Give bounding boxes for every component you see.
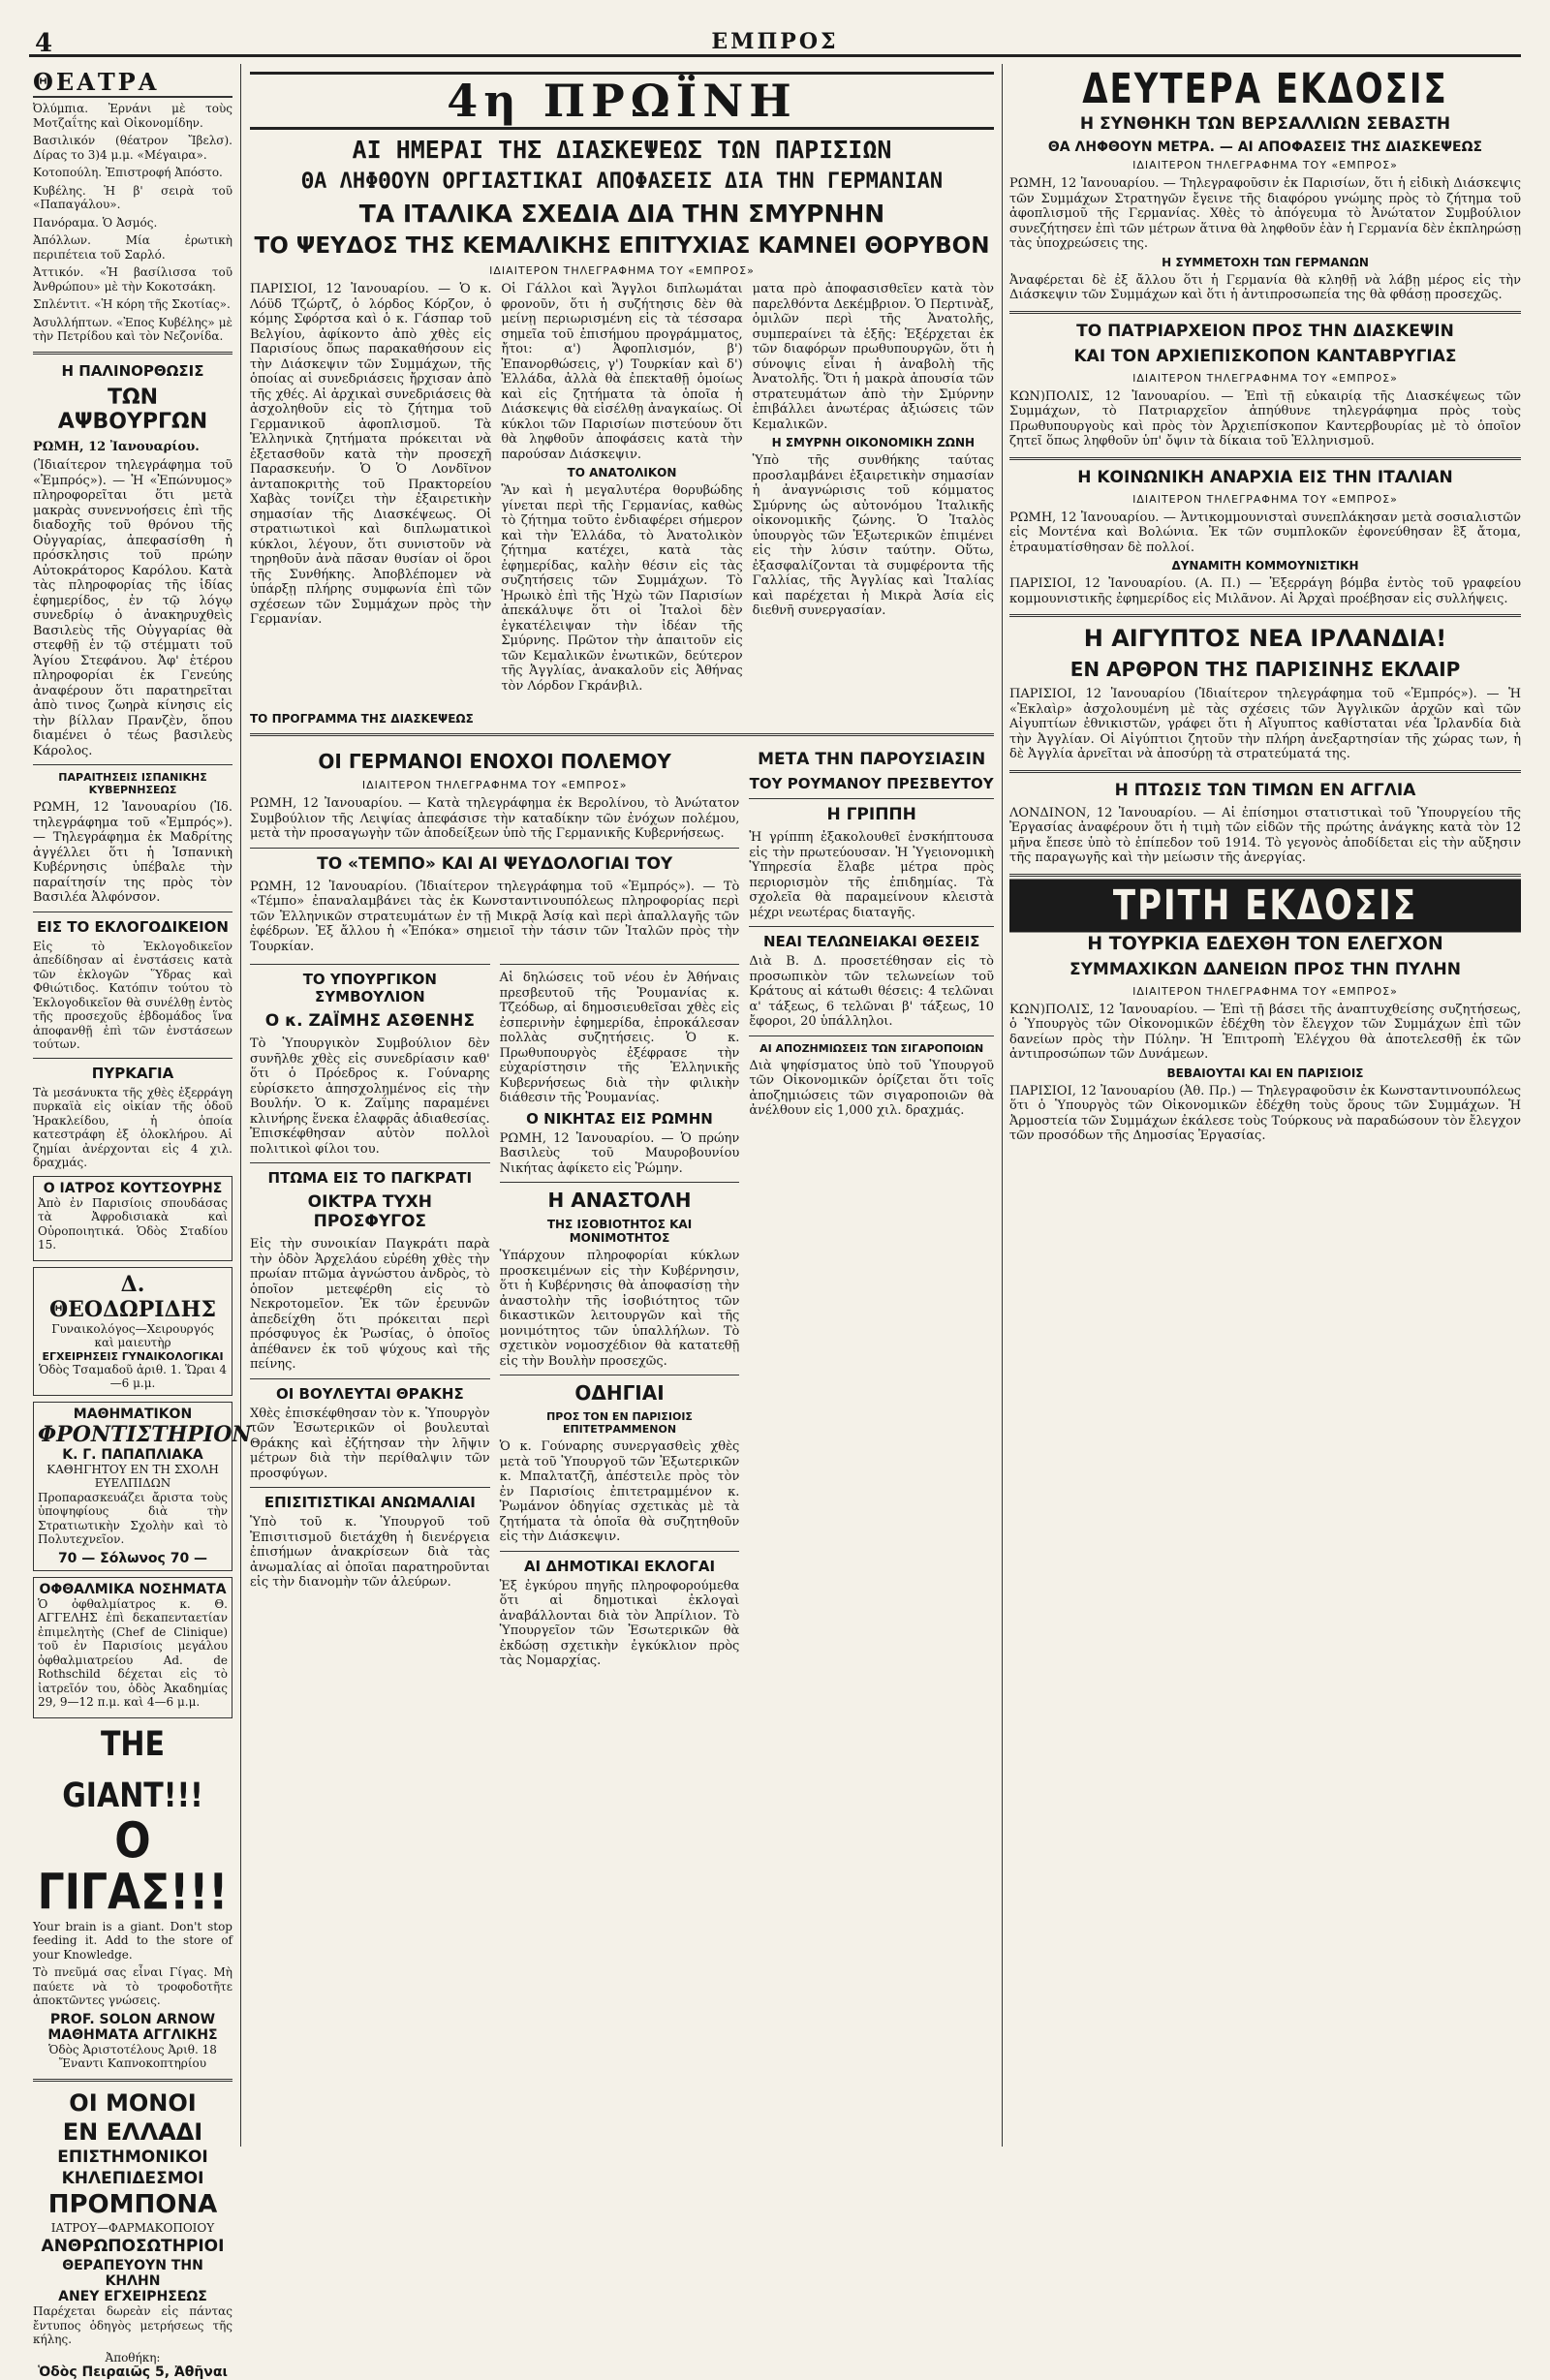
- ad-line: ΜΑΘΗΜΑΤΙΚΟΝ: [38, 1406, 228, 1422]
- article-body: ΚΩΝ)ΠΟΛΙΣ, 12 Ἰανουαρίου. — Ἐπὶ τῇ εὐκαιρίᾳ τῆς Διασκέψεως τῶν Συμμάχων, τὸ Πατριαρχεῖον ἀπηύθυνε τηλεγράφημα πρὸς τοὺς Πρωθυπουργοὺς καὶ πρὸς τὸν Ἀρχιεπίσκοπον Καντερβουρίας μὲ τὸ ὁποῖον ζητεῖ ὅπως ληφθοῦν ὑπ' ὄψιν τὰ δίκαια τοῦ Ἑλληνισμοῦ.: [1009, 389, 1521, 449]
- divider: [1009, 311, 1521, 314]
- text-column: [250, 282, 491, 708]
- header-rule: [29, 54, 1521, 57]
- ad-title: Ο ΙΑΤΡΟΣ ΚΟΥΤΣΟΥΡΗΣ: [38, 1181, 228, 1196]
- divider: [1009, 770, 1521, 773]
- article-body: Διὰ ψηφίσματος ὑπὸ τοῦ Ὑπουργοῦ τῶν Οἰκονομικῶν ὁρίζεται ὅτι τοῖς ἀποζημιώσεις τῶν σιγαροποιῶν θὰ ἀνέλθουν εἰς 1,000 χιλ. δραχμάς.: [749, 1059, 994, 1119]
- edition-title: ΔΕΥΤΕΡΑ ΕΚΔΟΣΙΣ: [1009, 65, 1521, 113]
- text-column: [500, 958, 740, 1673]
- ad-line: Ἀποθήκη:: [33, 2351, 232, 2365]
- theatre-item: Σπλέντιτ. «Ἡ κόρη τῆς Σκοτίας».: [33, 297, 232, 312]
- article-heading: ΕΠΙΣΙΤΙΣΤΙΚΑΙ ΑΝΩΜΑΛΙΑΙ: [250, 1494, 490, 1511]
- lower-left-block: [250, 744, 739, 1673]
- article-body: ΡΩΜΗ, 12 Ἰανουαρίου. — Κατὰ τηλεγράφημα ἐκ Βερολίνου, τὸ Ἀνώτατον Συμβούλιον τῆς Λειψίας ἀπεφάσισε τὴν καταδίκην τῶν ἐνόχων πολέμου, μετὰ τὴν προσαγωγὴν τῶν ἀποδείξεων ὑπὸ τῆς Γερμανικῆς Κυβερνήσεως.: [250, 796, 739, 842]
- divider: [250, 848, 739, 849]
- article-body: Ὑπὸ τοῦ κ. Ὑπουργοῦ τοῦ Ἐπισιτισμοῦ διετάχθη ἡ διενέργεια ἐπισήμων ἀνακρίσεων διὰ τὰς ἀνωμαλίας αἱ ὁποῖαι παρατηροῦνται εἰς τὴν διανομὴν τῶν ἀλεύρων.: [250, 1515, 490, 1591]
- article-body: ΠΑΡΙΣΙΟΙ, 12 Ἰανουαρίου. (Α. Π.) — Ἐξερράγη βόμβα ἐντὸς τοῦ γραφείου κομμουνιστικῆς ἐφημερίδος εἰς Μιλᾶνον. Αἱ Ἀρχαὶ προέβησαν εἰς συλλήψεις.: [1009, 576, 1521, 606]
- article-body: Ἡ γρίππη ἐξακολουθεῖ ἐνσκήπτουσα εἰς τὴν πρωτεύουσαν. Ἡ Ὑγειονομικὴ Ὑπηρεσία ἔλαβε μέτρα πρὸς περιορισμὸν τῆς ἐπιδημίας. Τὰ σχολεῖα θὰ παραμείνουν κλειστὰ μέχρι νεωτέρας διαταγῆς.: [749, 830, 994, 920]
- article-heading: ΠΑΡΑΙΤΗΣΕΙΣ ΙΣΠΑΝΙΚΗΣ ΚΥΒΕΡΝΗΣΕΩΣ: [33, 771, 232, 796]
- article-subheading: ΠΡΟΣ ΤΟΝ ΕΝ ΠΑΡΙΣΙΟΙΣ ΕΠΙΤΕΤΡΑΜΜΕΝΟΝ: [500, 1410, 740, 1436]
- text-column: [250, 958, 490, 1673]
- article-subheading: ΣΥΜΜΑΧΙΚΩΝ ΔΑΝΕΙΩΝ ΠΡΟΣ ΤΗΝ ΠΥΛΗΝ: [1009, 960, 1521, 979]
- article-body: Οἱ Γάλλοι καὶ Ἄγγλοι διπλωμάται φρονοῦν, ὅτι ἡ συζήτησις δὲν θὰ μείνῃ περιωρισμένη εἰς τὰ τέσσαρα σημεῖα τοῦ ἐπισήμου προγράμματος, ἤτοι: α') Ἀφοπλισμόν, β') Ἐπανορθώσεις, γ') Τουρκίαν καὶ δ') Ἑλλάδα, ἀλλὰ θὰ ἐπεκταθῇ ὁμοίως καὶ εἰς ζητήματα τὰ ὁποῖα ἡ Διάσκεψις θὰ εἰσέλθῃ ἀναγκαίως. Οἱ κύκλοι τῶν Παρισίων πιστεύουν ὅτι θὰ ληφθοῦν ἀποφάσεις κατὰ τὴν παρούσαν Διάσκεψιν.: [501, 282, 742, 462]
- column-rule: [240, 64, 241, 2147]
- article-subheading: ΤΩΝ ΑΨΒΟΥΡΓΩΝ: [33, 386, 232, 434]
- article-body: Ἂν καὶ ἡ μεγαλυτέρα θορυβώδης γίνεται περὶ τῆς Γερμανίας, καθὼς τὸ ζήτημα τοῦτο ἐνδιαφέρει σήμερον καὶ τὴν Ἑλλάδα, τὸ Ἀνατολικὸν ζήτημα κατέχει, κατὰ τὰς ἐφημερίδας, καλὴν θέσιν εἰς τὰς συζητήσεις τῶν Συμμάχων. Τὸ Ἠρωικὸ ἐπὶ τῆς Ἠχὼ τῶν Παρισίων ἀπεκάλυψε ὅτι οἱ Ἰταλοὶ δὲν ἐγκατέλειψαν τὴν ἰδέαν τῆς Σμύρνης. Πρῶτον τὴν ἀπαιτοῦν εἰς τῶν Κεμαλικῶν ἐνωτικῶν, δεύτερον τῆς Ἀγγλίας, ἀνακαλοῦν εἰς Ἀθήνας τὸν Λόρδον Γκράνβιλ.: [501, 483, 742, 694]
- advertisement: [33, 1402, 232, 1571]
- advertisement: [33, 2089, 232, 2380]
- divider: [33, 352, 232, 355]
- article-body: ΛΟΝΔΙΝΟΝ, 12 Ἰανουαρίου. — Αἱ ἐπίσημοι στατιστικαὶ τοῦ Ὑπουργείου τῆς Ἐργασίας ἀναφέρουν ὅτι ἡ τιμὴ τῶν εἰδῶν τῆς πρώτης ἀνάγκης κατὰ τὸν 12 μῆνα ἔπεσε ὑπὸ τὸ ἐπίπεδον τοῦ 1914. Τὸ γεγονὸς ἀποδίδεται εἰς τὴν αὔξησιν τῆς παραγωγῆς καὶ τὴν μείωσιν τῆς ἀνεργίας.: [1009, 806, 1521, 866]
- article-heading: ΤΟ «ΤΕΜΠΟ» ΚΑΙ ΑΙ ΨΕΥΔΟΛΟΓΙΑΙ ΤΟΥ: [250, 854, 739, 874]
- theatre-item: Κυβέλης. Ἡ β' σειρὰ τοῦ «Παπαγάλου».: [33, 184, 232, 212]
- main-headline: ΑΙ ΗΜΕΡΑΙ ΤΗΣ ΔΙΑΣΚΕΨΕΩΣ ΤΩΝ ΠΑΡΙΣΙΩΝ: [250, 136, 994, 164]
- theatre-item: Ἀσυλλήπτων. «Ἐπος Κυβέλης» μὲ τὴν Πετρίδου καὶ τὸν Νεζονίδα.: [33, 316, 232, 344]
- article-body: ΡΩΜΗ, 12 Ἰανουαρίου (Ἰδ. τηλεγράφημα τοῦ «Ἐμπρός»). — Τηλεγράφημα ἐκ Μαδρίτης ἀγγέλλει ὅτι ἡ Ἰσπανικὴ Κυβέρνησις ὑπέβαλε τὴν παραίτησίν της πρὸς τὸν Βασιλέα Ἀλφόνσον.: [33, 800, 232, 906]
- article-body: Αἱ δηλώσεις τοῦ νέου ἐν Ἀθήναις πρεσβευτοῦ τῆς Ῥουμανίας κ. Τζεόδωρ, αἱ δημοσιευθεῖσαι χθὲς εἰς ἐσπερινὴν ἐφημερίδα, ἐπροκάλεσαν πολλὰς συζητήσεις. Ὁ κ. Πρωθυπουργὸς ἐξέφρασε τὴν εὐχαρίστησιν τῆς Ἑλληνικῆς Κυβερνήσεως διὰ τὴν φιλικὴν διάθεσιν τῆς Ῥουμανίας.: [500, 971, 740, 1106]
- article-heading: Η ΣΥΜΜΕΤΟΧΗ ΤΩΝ ΓΕΡΜΑΝΩΝ: [1009, 256, 1521, 269]
- caption: ΙΔΙΑΙΤΕΡΟΝ ΤΗΛΕΓΡΑΦΗΜΑ ΤΟΥ «ΕΜΠΡΟΣ»: [1009, 493, 1521, 506]
- article-body: Εἰς τὴν συνοικίαν Παγκράτι παρὰ τὴν ὁδὸν Ἀρχελάου εὑρέθη χθὲς τὴν πρωίαν πτῶμα ἀγνώστου ἀνδρὸς, τὸ ὁποῖον μετεφέρθη εἰς τὸ Νεκροτομεῖον. Ἐκ τῶν ἐρευνῶν ἀπεδείχθη ὅτι πρόκειται περὶ πρόσφυγος ἐκ Ῥωσίας, ὁ ὁποῖος ἀπέθανεν ἐκ τοῦ ψύχους καὶ τῆς πείνης.: [250, 1237, 490, 1373]
- ad-line: Γυναικολόγος—Χειρουργός: [38, 1322, 228, 1337]
- divider: [1009, 614, 1521, 617]
- main-headline: ΤΟ ΨΕΥΔΟΣ ΤΗΣ ΚΕΜΑΛΙΚΗΣ ΕΠΙΤΥΧΙΑΣ ΚΑΜΝΕΙ ΘΟΡΥΒΟΝ: [250, 233, 994, 259]
- right-column: [1009, 68, 1521, 2150]
- ad-text: Ὁ ὀφθαλμίατρος κ. Θ. ΑΓΓΕΛΗΣ ἐπὶ δεκαπενταετίαν ἐπιμελητὴς (Chef de Clinique) τοῦ ἐν Παρισίοις μεγάλου ὀφθαλμιατρείου Ad. de Rothschild δέχεται εἰς τὸ ἰατρεῖόν του, ὁδὸς Ἀκαδημίας 29, 9—12 π.μ. καὶ 4—6 μ.μ.: [38, 1597, 228, 1710]
- ad-title: ΟΦΘΑΛΜΙΚΑ ΝΟΣΗΜΑΤΑ: [38, 1582, 228, 1597]
- divider: [250, 1378, 490, 1379]
- ad-line: Ὁδὸς Τσαμαδοῦ ἀριθ. 1. Ὥραι 4—6 μ.μ.: [38, 1363, 228, 1391]
- article-subheading: Ο κ. ΖΑΪΜΗΣ ΑΣΘΕΝΗΣ: [250, 1011, 490, 1031]
- divider: [33, 2079, 232, 2082]
- main-headline: ΘΑ ΛΗΦΘΟΥΝ ΟΡΓΙΑΣΤΙΚΑΙ ΑΠΟΦΑΣΕΙΣ ΔΙΑ ΤΗΝ ΓΕΡΜΑΝΙΑΝ: [250, 170, 994, 194]
- ad-line: ΕΠΙΣΤΗΜΟΝΙΚΟΙ: [33, 2148, 232, 2167]
- article-subheading: ΟΙΚΤΡΑ ΤΥΧΗ ΠΡΟΣΦΥΓΟΣ: [250, 1192, 490, 1231]
- lower-right-block: [749, 744, 994, 1673]
- caption: ΙΔΙΑΙΤΕΡΟΝ ΤΗΛΕΓΡΑΦΗΜΑ ΤΟΥ «ΕΜΠΡΟΣ»: [250, 779, 739, 791]
- ad-line: PROF. SOLON ARNOW: [33, 2012, 232, 2027]
- divider: [500, 1182, 740, 1183]
- ad-line: ΦΡΟΝΤΙΣΤΗΡΙΟΝ: [38, 1422, 228, 1447]
- caption: ΙΔΙΑΙΤΕΡΟΝ ΤΗΛΕΓΡΑΦΗΜΑ ΤΟΥ «ΕΜΠΡΟΣ»: [1009, 372, 1521, 385]
- article-body: Χθὲς ἐπισκέφθησαν τὸν κ. Ὑπουργὸν τῶν Ἐσωτερικῶν οἱ βουλευταὶ Θράκης καὶ ἐζήτησαν τὴν λῆψιν μέτρων διὰ τὴν περίθαλψιν τῶν προσφύγων.: [250, 1406, 490, 1482]
- article-body: ΚΩΝ)ΠΟΛΙΣ, 12 Ἰανουαρίου. — Ἐπὶ τῇ βάσει τῆς ἀναπτυχθείσης συζητήσεως, ὁ Ὑπουργὸς τῶν Οἰκονομικῶν ἐδέχθη τὸν ἔλεγχον τῶν Συμμάχων ἐπὶ τῶν δανείων πρὸς τὴν Πύλην. Ἡ Ἐπιτροπὴ Ἐλέγχου θὰ ἀποτελεσθῇ ἐκ τῶν ἀντιπροσώπων τῶν Δυνάμεων.: [1009, 1003, 1521, 1063]
- dateline: ΡΩΜΗ, 12 Ἰανουαρίου.: [33, 440, 232, 455]
- divider: [33, 1058, 232, 1059]
- ad-line: ΑΝΘΡΩΠΟΣΩΤΗΡΙΟΙ: [33, 2237, 232, 2256]
- article-heading: ΑΙ ΔΗΜΟΤΙΚΑΙ ΕΚΛΟΓΑΙ: [500, 1558, 740, 1575]
- theatre-item: Πανόραμα. Ὁ Ἀσμός.: [33, 216, 232, 231]
- theatre-item: Ὀλύμπια. Ἐρνάνι μὲ τοὺς Μοτζαΐτης καὶ Οἰκονομίδην.: [33, 102, 232, 130]
- text-column: [753, 282, 994, 708]
- ad-line: 70 — Σόλωνος 70 —: [38, 1551, 228, 1566]
- divider: [1009, 874, 1521, 877]
- two-column-block: [250, 958, 739, 1673]
- ad-line: Κ. Γ. ΠΑΠΑΠΛΙΑΚΑ: [38, 1447, 228, 1463]
- ad-line: ΕΓΧΕΙΡΗΣΕΙΣ ΓΥΝΑΙΚΟΛΟΓΙΚΑΙ: [38, 1350, 228, 1363]
- divider: [749, 1035, 994, 1036]
- article-heading: ΤΟ ΥΠΟΥΡΓΙΚΟΝ ΣΥΜΒΟΥΛΙΟΝ: [250, 971, 490, 1005]
- advertisement: [33, 1577, 232, 1718]
- masthead: ΕΜΠΡΟΣ: [0, 29, 1550, 54]
- article-heading: ΜΕΤΑ ΤΗΝ ΠΑΡΟΥΣΙΑΣΙΝ: [749, 750, 994, 769]
- article-body: ΡΩΜΗ, 12 Ἰανουαρίου. — Ἀντικομμουνισταὶ συνεπλάκησαν μετὰ σοσιαλιστῶν εἰς Μοντένα καὶ Βολώνια. Ἐκ τῶν συμπλοκῶν ἐφονεύθησαν ἓξ ἄτομα, ἐτραυματίσθησαν δὲ πολλοί.: [1009, 510, 1521, 556]
- article-heading: ΤΟ ΠΑΤΡΙΑΡΧΕΙΟΝ ΠΡΟΣ ΤΗΝ ΔΙΑΣΚΕΨΙΝ: [1009, 322, 1521, 341]
- ad-line: καὶ μαιευτὴρ: [38, 1336, 228, 1350]
- article-heading: ΟΙ ΒΟΥΛΕΥΤΑΙ ΘΡΑΚΗΣ: [250, 1385, 490, 1403]
- ad-line: Ἔναντι Καπνοκοπτηρίου: [33, 2056, 232, 2071]
- ad-headline: THE GIANT!!!: [33, 1719, 232, 1822]
- divider: [250, 1162, 490, 1163]
- divider: [749, 798, 994, 799]
- divider: [250, 964, 490, 965]
- article-body: Ὁ κ. Γούναρης συνεργασθεὶς χθὲς μετὰ τοῦ Ὑπουργοῦ τῶν Ἐξωτερικῶν κ. Μπαλτατζῆ, ἀπέστειλε πρὸς τὸν ἐν Παρισίοις ἐπιτετραμμένον κ. Ῥωμάνον ὁδηγίας σχετικὰς μὲ τὰ ζητήματα τὰ ὁποῖα θὰ συζητηθοῦν εἰς τὴν Διάσκεψιν.: [500, 1439, 740, 1545]
- ad-line: ΟΙ ΜΟΝΟΙ: [33, 2089, 232, 2117]
- article-heading: ΝΕΑΙ ΤΕΛΩΝΕΙΑΚΑΙ ΘΕΣΕΙΣ: [749, 933, 994, 950]
- theatre-item: Ἀπόλλων. Μία ἐρωτικὴ περιπέτεια τοῦ Σαρλό.: [33, 233, 232, 262]
- theatre-item: Βασιλικόν (θέατρον Ἴβελσ). Δίρας το 3)4 μ.μ. «Μέγαιρα».: [33, 134, 232, 162]
- divider: [749, 926, 994, 927]
- page-number: 4: [35, 29, 52, 58]
- caption: ΙΔΙΑΙΤΕΡΟΝ ΤΗΛΕΓΡΑΦΗΜΑ ΤΟΥ «ΕΜΠΡΟΣ»: [1009, 159, 1521, 171]
- ad-text: Τὸ πνεῦμά σας εἶναι Γίγας. Μὴ παύετε νὰ τὸ τροφοδοτῆτε ἀποκτῶντες γνώσεις.: [33, 1965, 232, 2008]
- ad-line: ΙΑΤΡΟΥ—ΦΑΡΜΑΚΟΠΟΙΟΥ: [33, 2221, 232, 2236]
- ad-line: ΚΗΛΕΠΙΔΕΣΜΟΙ: [33, 2169, 232, 2188]
- column-rule: [1002, 64, 1003, 2147]
- divider: [1009, 457, 1521, 460]
- ad-line: ΘΕΡΑΠΕΥΟΥΝ ΤΗΝ ΚΗΛΗΝ: [33, 2258, 232, 2289]
- article-heading: ΒΕΒΑΙΟΥΤΑΙ ΚΑΙ ΕΝ ΠΑΡΙΣΙΟΙΣ: [1009, 1066, 1521, 1080]
- ad-title: Δ. ΘΕΟΔΩΡΙΔΗΣ: [38, 1272, 228, 1322]
- ad-text: Your brain is a giant. Don't stop feeding it. Add to the store of your Knowledge.: [33, 1920, 232, 1963]
- article-body: Εἰς τὸ Ἐκλογοδικεῖον ἀπεδίδησαν αἱ ἐνστάσεις κατὰ τῶν ἐκλογῶν Ὕδρας καὶ Φθιώτιδος. Κατόπιν τούτου τὸ Ἐκλογοδικεῖον θὰ συνέλθῃ ἐντὸς τῆς προσεχοῦς ἑβδομάδος ἵνα ἀποφανθῇ ἐπὶ τῶν ἐνστάσεων τούτων.: [33, 940, 232, 1052]
- article-body: (Ἰδιαίτερον τηλεγράφημα τοῦ «Ἐμπρός»). — Ἡ «Ἐπώνυμος» πληροφορεῖται ὅτι μετὰ μακρὰς συνεννοήσεις ἐπὶ τῆς διαδοχῆς τοῦ θρόνου τῆς Οὐγγαρίας, ἀπεφασίσθη ἡ πρόσκλησις τοῦ πρώην Αὐτοκράτορος Καρόλου. Κατὰ τὰς πληροφορίας τῆς ἰδίας ἐφημερίδος, ἐν τῷ λόγῳ συνεδρίῳ ὁ ἀνακηρυχθεὶς Βασιλεὺς τῆς Οὐγγαρίας θὰ στεφθῇ ἐν τῷ στέμματι τοῦ Ἁγίου Στεφάνου. Ἀφ' ἑτέρου πληροφορίαι ἐκ Γενεύης ἀναφέρουν ὅτι παρατηρεῖται ἀπὸ τινος ζωηρὰ κίνησις εἰς τὴν βίλλαν Πρανζὲν, ὅπου διαμένει ὁ τέως βασιλεὺς Κάρολος.: [33, 458, 232, 758]
- ad-text: Ἀπὸ ἐν Παρισίοις σπουδάσας τὰ Ἀφροδισιακὰ καὶ Οὐροποιητικά. Ὁδὸς Σταδίου 15.: [38, 1196, 228, 1252]
- edition-title: 4η ΠΡΩΪΝΗ: [250, 72, 994, 130]
- article-heading: Η ΣΜΥΡΝΗ ΟΙΚΟΝΟΜΙΚΗ ΖΩΝΗ: [753, 436, 994, 449]
- article-body: ΠΑΡΙΣΙΟΙ, 12 Ἰανουαρίου. — Ὁ κ. Λόϋδ Τζώρτζ, ὁ λόρδος Κόρζον, ὁ κόμης Σφόρτσα καὶ ὁ κ. Γάσπαρ τοῦ Βελγίου, ἀφίκοντο ἀπὸ χθὲς εἰς Παρισίους ὅπως παρακαθήσουν εἰς τὴν Διάσκεψιν τῶν Συμμάχων, τῆς ὁποίας αἱ συνεδριάσεις ἤρχισαν ἀπὸ τῆς χθές. Αἱ ἀρχικαὶ συνεδριάσεις θὰ ἀσχοληθοῦν εἰς τὸ ζήτημα τοῦ Γερμανικοῦ ἀφοπλισμοῦ. Τὰ Ἑλληνικὰ ζητήματα πρόκειται νὰ ἐξετασθοῦν κατὰ τὴν προσεχῆ Παρασκευήν. Ὁ Ὁ Λονδῖνον ἀνταποκριτὴς τοῦ Πρακτορείου Χαβὰς τονίζει τὴν ἐξαιρετικὴν σημασίαν τῆς Διασκέψεως. Οἱ στρατιωτικοὶ καὶ διπλωματικοὶ κύκλοι, λέγουν, ὅτι συνιστοῦν νὰ τηρηθοῦν ἀνὰ πᾶσαν θυσίαν οἱ ὅροι τῆς Συνθήκης. Ἀποβλέπομεν νὰ ὑπάρξῃ πλήρης συμφωνία ἐπὶ τῶν σχέσεων τῶν Συμμάχων πρὸς τὴν Γερμανίαν.: [250, 282, 491, 628]
- theatre-heading: ΘΕΑΤΡΑ: [33, 68, 232, 98]
- article-heading: ΕΙΣ ΤΟ ΕΚΛΟΓΟΔΙΚΕΙΟΝ: [33, 918, 232, 936]
- article-heading: Η ΑΝΑΣΤΟΛΗ: [500, 1189, 740, 1212]
- article-body: ΡΩΜΗ, 12 Ἰανουαρίου. (Ἰδιαίτερον τηλεγράφημα τοῦ «Ἐμπρός»). — Τὸ «Τέμπο» ἐπαναλαμβάνει τὰς ἐκ Κωνσταντινουπόλεως πληροφορίας περὶ τῶν Ἑλληνικῶν στρατευμάτων ἐν τῇ Μικρᾷ Ἀσίᾳ καὶ περὶ ἀπαλλαγῆς τῶν ἐφέδρων. Ἐξ ἄλλου ἡ «Ἐπόκα» σημειοῖ τὴν τάσιν τῶν Ἰταλῶν πρὸς τὴν Τουρκίαν.: [250, 880, 739, 955]
- ad-line: ΠΡΟΜΠΟΝΑ: [33, 2190, 232, 2219]
- article-body: Ἐξ ἐγκύρου πηγῆς πληροφορούμεθα ὅτι αἱ δημοτικαὶ ἐκλογαὶ ἀναβάλλονται διὰ τὸν Ἀπρίλιον. Τὸ Ὑπουργεῖον τῶν Ἐσωτερικῶν θὰ ἐκδώσῃ σχετικὴν ἐγκύκλιον πρὸς τὰς Νομαρχίας.: [500, 1579, 740, 1669]
- article-body: ΠΑΡΙΣΙΟΙ, 12 Ἰανουαρίου (Ἀθ. Πρ.) — Τηλεγραφοῦσιν ἐκ Κωνσταντινουπόλεως ὅτι ὁ Ὑπουργὸς τῶν Οἰκονομικῶν ἐδέχθη τοὺς ὅρους τῶν Συμμάχων. Ἡ Ἀρμοστεία τῶν Συμμάχων ἐκάλεσε τοὺς Τούρκους νὰ παραδώσουν τὸν ἔλεγχον τῶν προσόδων τῆς Δημοσίας Ἐργασίας.: [1009, 1084, 1521, 1144]
- divider: [33, 764, 232, 765]
- advertisement: [33, 2012, 232, 2071]
- ad-headline: Ο ΓΙΓΑΣ!!!: [33, 1816, 232, 1919]
- article-body: Ὑπὸ τῆς συνθήκης ταύτας προσλαμβάνει ἐξαιρετικὴν σημασίαν ἡ ἀναγνώρισις τοῦ κόμματος Σμύρνης ὡς αὐτονόμου Ἰταλικῆς οἰκονομικῆς ζώνης. Ὁ Ἰταλὸς ὑπουργὸς τῶν Ἐξωτερικῶν ἐπιμένει εἰς τὴν λύσιν ταύτην. Οὕτω, ἐξασφαλίζονται τὰ συμφέροντα τῆς Γαλλίας, τῆς Ἀγγλίας καὶ Ἰταλίας καὶ παρέχεται ἡ Μικρὰ Ἀσία εἰς διεθνῆ συνεργασίαν.: [753, 453, 994, 619]
- text-column: [501, 282, 742, 708]
- divider: [500, 964, 740, 965]
- article-heading: ΟΔΗΓΙΑΙ: [500, 1381, 740, 1405]
- article-heading: ΑΙ ΑΠΟΖΗΜΙΩΣΕΙΣ ΤΩΝ ΣΙΓΑΡΟΠΟΙΩΝ: [749, 1042, 994, 1055]
- article-subheading: ΚΑΙ ΤΟΝ ΑΡΧΙΕΠΙΣΚΟΠΟΝ ΚΑΝΤΑΒΡΥΓΙΑΣ: [1009, 347, 1521, 366]
- article-body: Διὰ Β. Δ. προσετέθησαν εἰς τὸ προσωπικὸν τῶν τελωνείων τοῦ Κράτους αἱ κάτωθι θέσεις: 4 τελῶναι α' τάξεως, 6 τελῶναι β' τάξεως, 10 ἔφοροι, 20 ὑπάλληλοι.: [749, 954, 994, 1030]
- ad-line: Ὁδὸς Πειραιῶς 5, Ἀθῆναι: [33, 2365, 232, 2380]
- main-headline: ΤΑ ΙΤΑΛΙΚΑ ΣΧΕΔΙΑ ΔΙΑ ΤΗΝ ΣΜΥΡΝΗΝ: [250, 200, 994, 228]
- article-heading: Η ΠΤΩΣΙΣ ΤΩΝ ΤΙΜΩΝ ΕΝ ΑΓΓΛΙΑ: [1009, 781, 1521, 800]
- caption: ΙΔΙΑΙΤΕΡΟΝ ΤΗΛΕΓΡΑΦΗΜΑ ΤΟΥ «ΕΜΠΡΟΣ»: [250, 264, 994, 277]
- ad-line: Ὁδὸς Ἀριστοτέλους Ἀριθ. 18: [33, 2043, 232, 2057]
- edition-title: ΤΡΙΤΗ ΕΚΔΟΣΙΣ: [1009, 879, 1521, 932]
- ad-line: Προπαρασκευάζει ἄριστα τοὺς ὑποψηφίους διὰ τὴν Στρατιωτικὴν Σχολὴν καὶ τὸ Πολυτεχνεῖον.: [38, 1491, 228, 1547]
- article-heading: Η ΤΟΥΡΚΙΑ ΕΔΕΧΘΗ ΤΟΝ ΕΛΕΓΧΟΝ: [1009, 933, 1521, 954]
- ad-line: ΜΑΘΗΜΑΤΑ ΑΓΓΛΙΚΗΣ: [33, 2027, 232, 2043]
- theatre-item: Ἀττικόν. «Ἡ βασίλισσα τοῦ Ἀνθρώπου» μὲ τὴν Κοκοτσάκη.: [33, 265, 232, 294]
- caption: ΙΔΙΑΙΤΕΡΟΝ ΤΗΛΕΓΡΑΦΗΜΑ ΤΟΥ «ΕΜΠΡΟΣ»: [1009, 985, 1521, 998]
- article-heading: ΠΤΩΜΑ ΕΙΣ ΤΟ ΠΑΓΚΡΑΤΙ: [250, 1169, 490, 1187]
- article-body: ΠΑΡΙΣΙΟΙ, 12 Ἰανουαρίου (Ἰδιαίτερον τηλεγράφημα τοῦ «Ἐμπρός»). — Ἡ «Ἐκλαὶρ» ἀσχολουμένη μὲ τὰς σχέσεις τῶν Ἀγγλικῶν ἀρχῶν καὶ τῶν Αἰγυπτίων ἐθνικιστῶν, γράφει ὅτι ἡ Αἴγυπτος καθίσταται νέα Ἰρλανδία διὰ τὴν Ἀγγλίαν. Οἱ Αἰγύπτιοι ζητοῦν τὴν πλήρη ἀνεξαρτησίαν τῆς χώρας των, ἡ δὲ Ἀγγλία ἀρνεῖται νὰ ἀποσύρῃ τὰ στρατεύματά της.: [1009, 687, 1521, 762]
- article-body: Τὰ μεσάνυκτα τῆς χθὲς ἐξερράγη πυρκαϊὰ εἰς οἰκίαν τῆς ὁδοῦ Ἡρακλείδου, ἡ ὁποία κατεστράφη ἐξ ὁλοκλήρου. Αἱ ζημίαι ἀνέρχονται εἰς 4 χιλ. δραχμάς.: [33, 1086, 232, 1170]
- article-subheading: ΕΝ ΑΡΘΡΟΝ ΤΗΣ ΠΑΡΙΣΙΝΗΣ ΕΚΛΑΙΡ: [1009, 658, 1521, 681]
- article-heading: Η ΠΑΛΙΝΟΡΘΩΣΙΣ: [33, 362, 232, 380]
- divider: [500, 1551, 740, 1552]
- left-column: [33, 68, 232, 2150]
- article-body: ματα πρὸ ἀποφασισθεῖεν κατὰ τὸν παρελθόντα Δεκέμβριον. Ὁ Περτινὰξ, ὁμιλῶν περὶ τῆς Ἀνατολῆς, συμπεραίνει τὰ ἑξῆς: Ἐξέρχεται ἐκ τῶν διαφόρων πρωθυπουργῶν, ὅτι ἡ σύνοψις εἶναι ἡ ἀναβολὴ τῆς Ἀνατολῆς. Ὅτι ἡ μακρὰ ἀπουσία τῶν στρατευμάτων ἀπὸ τὴν Σμύρνην ἐπιβάλλει ἀνωτέρας ἀξιώσεις τῶν Κεμαλικῶν.: [753, 282, 994, 432]
- divider: [250, 1487, 490, 1488]
- article-body: Ἀναφέρεται δὲ ἐξ ἄλλου ὅτι ἡ Γερμανία θὰ κληθῇ νὰ λάβῃ μέρος εἰς τὴν Διάσκεψιν τῶν Συμμάχων καὶ ὅτι ἡ ἀντιπροσωπεία της θὰ φθάσῃ προσεχῶς.: [1009, 273, 1521, 303]
- ad-line: ΑΝΕΥ ΕΓΧΕΙΡΗΣΕΩΣ: [33, 2289, 232, 2304]
- advertisement: [33, 1176, 232, 1261]
- article-heading: ΤΟ ΠΡΟΓΡΑΜΜΑ ΤΗΣ ΔΙΑΣΚΕΨΕΩΣ: [250, 712, 994, 726]
- article-body: Ὑπάρχουν πληροφορίαι κύκλων προσκειμένων εἰς τὴν Κυβέρνησιν, ὅτι ἡ Κυβέρνησις θὰ ἀποφασίσῃ τὴν ἀναστολὴν τῆς ἰσοβιότητος τῶν δικαστικῶν λειτουργῶν καὶ τῆς μονιμότητος τῶν ὑπαλλήλων. Τὸ σχετικὸν νομοσχέδιον θὰ κατατεθῇ εἰς τὴν Βουλὴν προσεχῶς.: [500, 1249, 740, 1369]
- article-heading: ΠΥΡΚΑΓΙΑ: [33, 1065, 232, 1082]
- article-heading: Η ΣΥΝΘΗΚΗ ΤΩΝ ΒΕΡΣΑΛΛΙΩΝ ΣΕΒΑΣΤΗ: [1009, 114, 1521, 134]
- article-subheading: ΤΗΣ ΙΣΟΒΙΟΤΗΤΟΣ ΚΑΙ ΜΟΝΙΜΟΤΗΤΟΣ: [500, 1218, 740, 1245]
- article-heading: Η ΚΟΙΝΩΝΙΚΗ ΑΝΑΡΧΙΑ ΕΙΣ ΤΗΝ ΙΤΑΛΙΑΝ: [1009, 468, 1521, 487]
- ad-line: Παρέχεται δωρεὰν εἰς πάντας ἔντυπος ὁδηγὸς μετρήσεως τῆς κήλης.: [33, 2304, 232, 2347]
- article-heading: Η ΑΙΓΥΠΤΟΣ ΝΕΑ ΙΡΛΑΝΔΙΑ!: [1009, 625, 1521, 652]
- article-body: ΡΩΜΗ, 12 Ἰανουαρίου. — Ὁ πρώην Βασιλεὺς τοῦ Μαυροβουνίου Νικήτας ἀφίκετο εἰς Ῥώμην.: [500, 1131, 740, 1177]
- article-heading: Η ΓΡΙΠΠΗ: [749, 805, 994, 824]
- ad-line: ΕΝ ΕΛΛΑΔΙ: [33, 2118, 232, 2146]
- divider: [250, 733, 994, 736]
- article-body: Τὸ Ὑπουργικὸν Συμβούλιον δὲν συνῆλθε χθὲς εἰς συνεδρίασιν καθ' ὅτι ὁ Πρόεδρος κ. Γούναρης εὑρίσκετο ἀπησχολημένος εἰς τὴν Βουλήν. Ὁ κ. Ζαΐμης παραμένει κλινήρης ἕνεκα ἐλαφρᾶς ἀδιαθεσίας. Ἐπισκέφθησαν αὐτὸν πολλοὶ πολιτικοὶ φίλοι του.: [250, 1036, 490, 1157]
- theatre-item: Κοτοπούλη. Ἐπιστροφή Ἀπόστο.: [33, 166, 232, 180]
- lower-center: [250, 744, 994, 1673]
- center-columns: [250, 68, 994, 2150]
- article-subheading: ΘΑ ΛΗΦΘΟΥΝ ΜΕΤΡΑ. — ΑΙ ΑΠΟΦΑΣΕΙΣ ΤΗΣ ΔΙΑΣΚΕΨΕΩΣ: [1009, 139, 1521, 155]
- article-heading: Ο ΝΙΚΗΤΑΣ ΕΙΣ ΡΩΜΗΝ: [500, 1110, 740, 1128]
- article-heading: ΟΙ ΓΕΡΜΑΝΟΙ ΕΝΟΧΟΙ ΠΟΛΕΜΟΥ: [250, 750, 739, 773]
- article-heading: ΤΟ ΑΝΑΤΟΛΙΚΟΝ: [501, 466, 742, 479]
- advertisement: [33, 1267, 232, 1396]
- lead-story: [250, 282, 994, 708]
- article-body: ΡΩΜΗ, 12 Ἰανουαρίου. — Τηλεγραφοῦσιν ἐκ Παρισίων, ὅτι ἡ εἰδικὴ Διάσκεψις τῶν Συμμάχων Στρατηγῶν ἔγεινε τῆς διαφόρου γνώμης πρὸς τὸ ζήτημα τοῦ ἀφοπλισμοῦ τῆς Γερμανίας. Χθὲς τὸ ἀπόγευμα τὸ Ἀνώτατον Συμβούλιον συνεζήτησεν ἐπὶ τῶν μέτρων ἅτινα θὰ ληφθοῦν ἐὰν ἡ Γερμανία δὲν ἐκπληρώσῃ τὰς ὑποχρεώσεις της.: [1009, 176, 1521, 252]
- article-heading: ΔΥΝΑΜΙΤΗ ΚΟΜΜΟΥΝΙΣΤΙΚΗ: [1009, 559, 1521, 572]
- ad-line: ΚΑΘΗΓΗΤΟΥ ΕΝ ΤΗ ΣΧΟΛΗ ΕΥΕΛΠΙΔΩΝ: [38, 1463, 228, 1491]
- article-subheading: ΤΟΥ ΡΟΥΜΑΝΟΥ ΠΡΕΣΒΕΥΤΟΥ: [749, 775, 994, 792]
